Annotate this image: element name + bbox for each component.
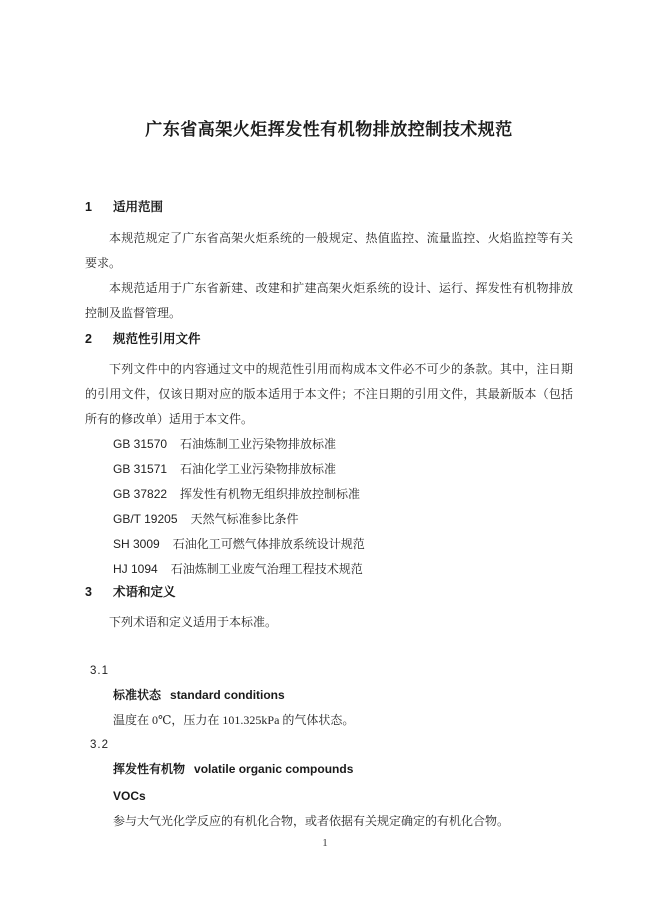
- standard-code: GB 31571: [113, 462, 168, 476]
- scope-paragraph: 本规范规定了广东省高架火炬系统的一般规定、热值监控、流量监控、火焰监控等有关要求。: [85, 231, 573, 270]
- standard-item: [85, 482, 573, 507]
- terms-intro: 下列术语和定义适用于本标准。: [109, 615, 278, 629]
- section-heading-references: [85, 331, 573, 347]
- standard-code: HJ 1094: [113, 562, 158, 576]
- standard-name: 石油炼制工业废气治理工程技术规范: [170, 562, 363, 576]
- standard-item: [85, 532, 573, 557]
- term-number: 3.1: [90, 665, 109, 677]
- standard-name: 石油炼制工业污染物排放标准: [180, 437, 337, 451]
- term-number: 3.2: [90, 739, 109, 751]
- term-name-en: standard conditions: [170, 688, 285, 702]
- standard-name: 石油化工可燃气体排放系统设计规范: [172, 537, 365, 551]
- standard-item: [85, 432, 573, 457]
- page-number: 1: [322, 837, 328, 849]
- standard-name: 石油化学工业污染物排放标准: [180, 462, 337, 476]
- standard-code: GB 37822: [113, 487, 168, 501]
- term-heading: [85, 683, 573, 708]
- scope-paragraph: 本规范适用于广东省新建、改建和扩建高架火炬系统的设计、运行、挥发性有机物排放控制及监督管理。: [85, 281, 573, 320]
- standard-item: [85, 507, 573, 532]
- section-title: 规范性引用文件: [113, 332, 201, 346]
- standard-item: [85, 557, 573, 582]
- term-abbreviation: VOCs: [113, 789, 146, 803]
- term-heading: [85, 757, 573, 782]
- section-number: 1: [85, 200, 92, 214]
- term-name-cn: 挥发性有机物: [113, 762, 186, 776]
- section-number: 2: [85, 332, 92, 346]
- term-name-cn: 标准状态: [113, 688, 162, 702]
- term-definition: 温度在 0℃，压力在 101.325kPa 的气体状态。: [113, 713, 355, 727]
- standard-code: SH 3009: [113, 537, 160, 551]
- standard-name: 挥发性有机物无组织排放控制标准: [180, 487, 361, 501]
- standard-code: GB 31570: [113, 437, 168, 451]
- section-heading-terms: [85, 584, 573, 600]
- references-intro: 下列文件中的内容通过文中的规范性引用而构成本文件必不可少的条款。其中，注日期的引用文件，仅该日期对应的版本适用于本文件；不注日期的引用文件，其最新版本（包括所有的修改单）适用于本文件。: [85, 362, 573, 426]
- standard-code: GB/T 19205: [113, 512, 178, 526]
- referenced-standards-list: [85, 432, 573, 582]
- section-title: 适用范围: [113, 200, 164, 214]
- section-heading-scope: [85, 199, 573, 215]
- standard-name: 天然气标准参比条件: [190, 512, 299, 526]
- standard-item: [85, 457, 573, 482]
- term-definition: 参与大气光化学反应的有机化合物，或者依据有关规定确定的有机化合物。: [113, 814, 510, 828]
- section-number: 3: [85, 585, 92, 599]
- term-name-en: volatile organic compounds: [194, 762, 354, 776]
- document-title: 广东省高架火炬挥发性有机物排放控制技术规范: [145, 120, 513, 139]
- section-title: 术语和定义: [113, 585, 176, 599]
